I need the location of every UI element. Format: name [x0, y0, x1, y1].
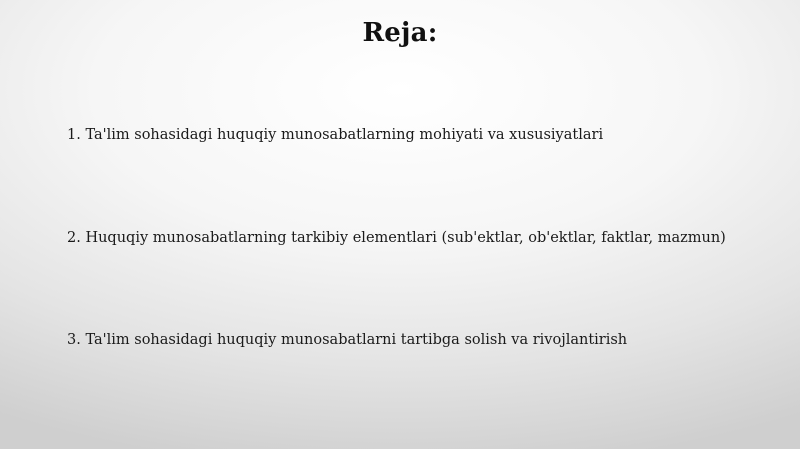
slide-title: Reja:: [362, 18, 438, 48]
plan-item-3: 3. Ta'lim sohasidagi huquqiy munosabatlarni tartibga solish va rivojlantirish: [67, 332, 628, 348]
plan-item-1: 1. Ta'lim sohasidagi huquqiy munosabatlarning mohiyati va xususiyatlari: [67, 127, 604, 143]
plan-item-2: 2. Huquqiy munosabatlarning tarkibiy elementlari (sub'ektlar, ob'ektlar, faktlar, mazmun): [67, 230, 726, 246]
